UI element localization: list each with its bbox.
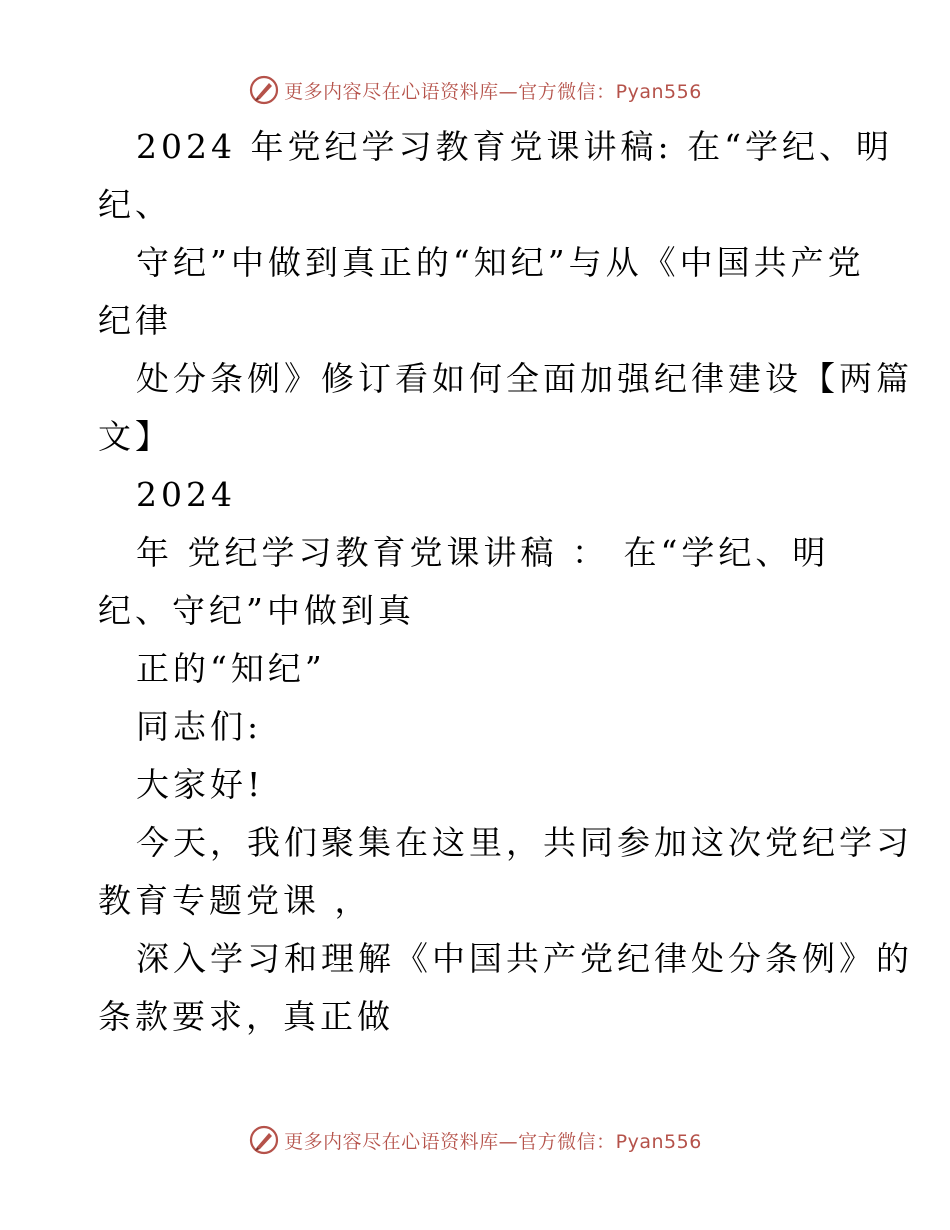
text-line: 2024 xyxy=(136,475,236,514)
pen-logo-icon xyxy=(248,74,280,106)
text-line: 深入学习和理解《中国共产党纪律处分条例》的 xyxy=(136,939,913,978)
text-line: 处分条例》修订看如何全面加强纪律建设【两篇 xyxy=(136,359,913,398)
text-line: 2024 年党纪学习教育党课讲稿: 在“学纪、明 xyxy=(136,127,893,166)
text-line: 纪律 xyxy=(98,301,172,340)
text-line: 条款要求，真正做 xyxy=(98,997,394,1036)
text-line: 年 党纪学习教育党课讲稿 ： 在“学纪、明 xyxy=(136,533,830,572)
text-line: 大家好! xyxy=(136,765,265,804)
text-line: 守纪”中做到真正的“知纪”与从《中国共产党 xyxy=(136,243,865,282)
document-body xyxy=(98,118,913,1046)
pen-logo-icon xyxy=(248,1124,280,1156)
text-line: 正的“知纪” xyxy=(136,649,326,688)
text-line: 纪、守纪”中做到真 xyxy=(98,591,415,630)
header-watermark-text: 更多内容尽在心语资料库—官方微信：Pyan556 xyxy=(284,80,702,103)
text-line: 同志们: xyxy=(136,707,263,746)
footer-watermark-banner xyxy=(0,1120,950,1160)
text-line: 教育专题党课 ， xyxy=(98,881,372,920)
footer-watermark-text: 更多内容尽在心语资料库—官方微信：Pyan556 xyxy=(284,1130,702,1153)
header-watermark-banner xyxy=(0,70,950,110)
text-line: 纪、 xyxy=(98,185,172,224)
text-line: 文】 xyxy=(98,417,172,456)
text-line: 今天，我们聚集在这里，共同参加这次党纪学习 xyxy=(136,823,913,862)
